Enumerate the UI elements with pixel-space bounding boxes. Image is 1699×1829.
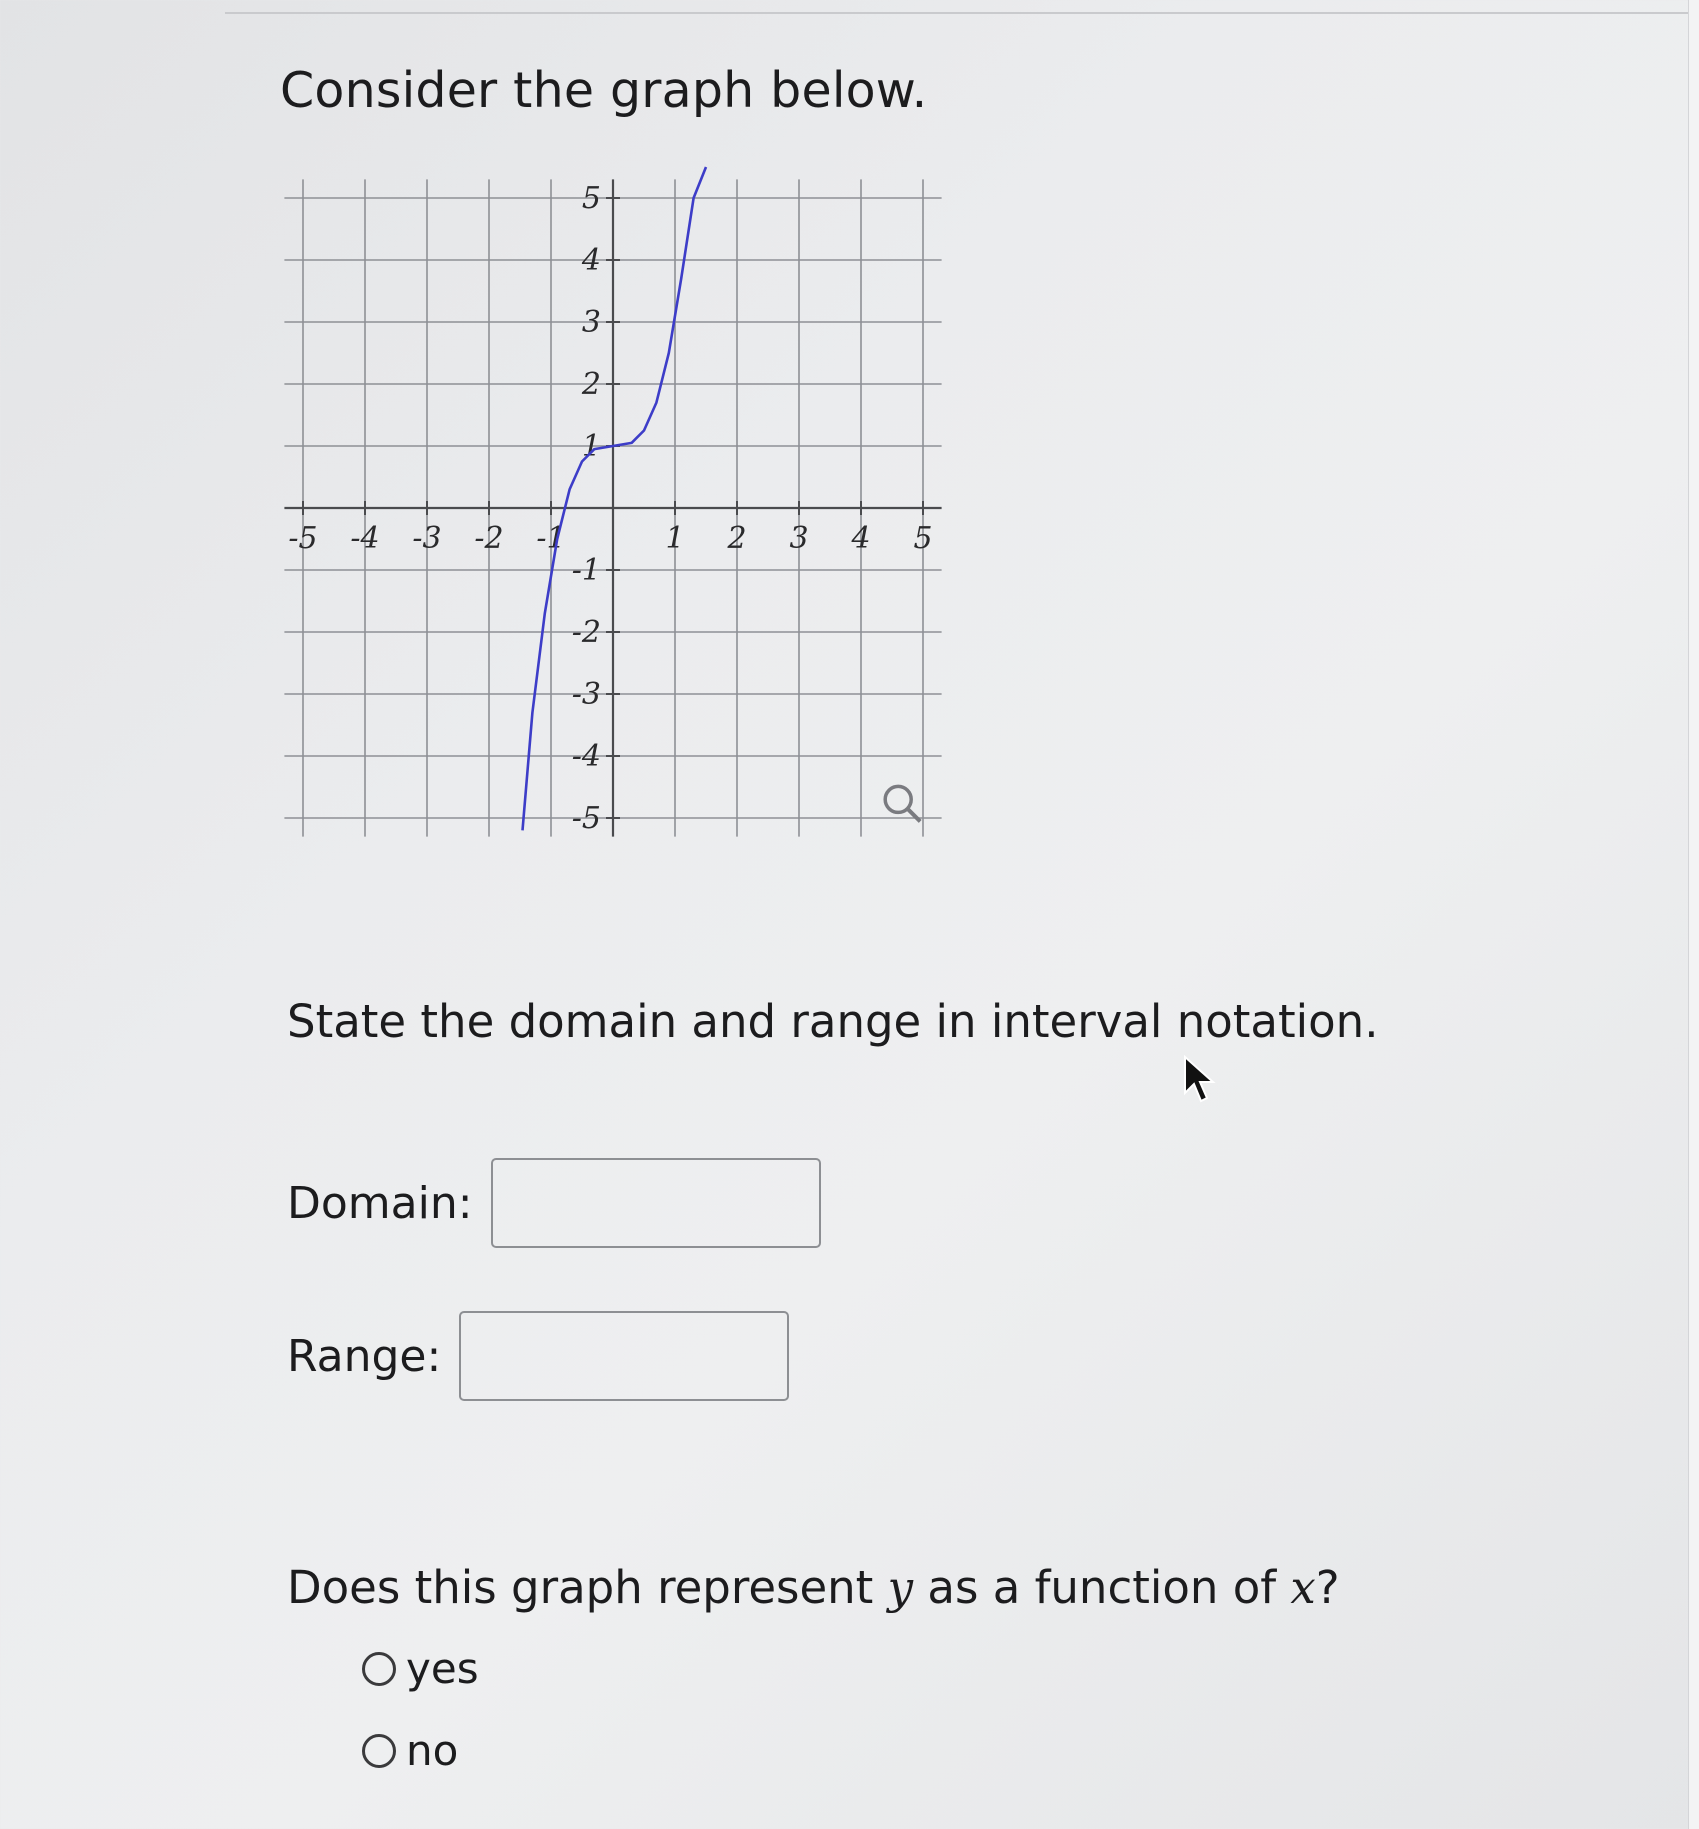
x-tick-label: -1 xyxy=(536,521,566,556)
y-tick-label: -2 xyxy=(571,615,601,650)
y-tick-label: 4 xyxy=(581,243,601,278)
top-divider xyxy=(225,12,1699,14)
y-tick-label: -3 xyxy=(571,677,601,712)
y-tick-label: -5 xyxy=(571,801,601,836)
y-tick-label: 5 xyxy=(581,181,601,216)
prompt-text: Consider the graph below. xyxy=(280,62,928,119)
x-tick-label: 1 xyxy=(665,521,685,556)
range-row xyxy=(287,1311,789,1401)
math-y: y xyxy=(887,1561,914,1614)
domain-row xyxy=(287,1158,821,1248)
function-question-part-3: ? xyxy=(1315,1561,1340,1614)
radio-yes[interactable] xyxy=(362,1652,396,1686)
x-tick-label: 5 xyxy=(913,521,933,556)
range-label: Range: xyxy=(287,1330,442,1382)
y-tick-label: -4 xyxy=(571,739,601,774)
x-tick-label: -4 xyxy=(350,521,380,556)
option-no[interactable] xyxy=(362,1726,458,1775)
y-tick-label: -1 xyxy=(571,553,601,588)
option-yes-label: yes xyxy=(406,1644,479,1693)
x-tick-label: 2 xyxy=(727,521,747,556)
radio-no[interactable] xyxy=(362,1734,396,1768)
function-question-part-1: Does this graph represent xyxy=(287,1561,888,1614)
magnifier-icon[interactable] xyxy=(885,786,920,821)
function-question xyxy=(287,1561,1340,1614)
function-question-part-2: as a function of xyxy=(913,1561,1291,1614)
range-input[interactable] xyxy=(459,1311,789,1401)
curve-line xyxy=(523,167,707,830)
magnifier-handle[interactable] xyxy=(907,808,920,821)
y-tick-label: 2 xyxy=(581,367,601,402)
domain-range-question: State the domain and range in interval notation. xyxy=(287,995,1379,1048)
x-tick-label: 3 xyxy=(789,521,809,556)
graph xyxy=(270,165,950,855)
domain-input[interactable] xyxy=(491,1158,821,1248)
mouse-pointer-icon xyxy=(1183,1055,1219,1105)
x-tick-label: -3 xyxy=(412,521,442,556)
y-tick-label: 3 xyxy=(581,305,601,340)
option-no-label: no xyxy=(406,1726,459,1775)
option-yes[interactable] xyxy=(362,1644,479,1693)
graph-svg xyxy=(270,165,950,855)
x-tick-label: 4 xyxy=(851,521,871,556)
domain-label: Domain: xyxy=(287,1177,473,1229)
math-x: x xyxy=(1290,1561,1316,1614)
x-tick-label: -2 xyxy=(474,521,504,556)
right-panel-edge xyxy=(1688,0,1699,1829)
x-tick-label: -5 xyxy=(288,521,318,556)
y-tick-label: 1 xyxy=(581,429,601,464)
